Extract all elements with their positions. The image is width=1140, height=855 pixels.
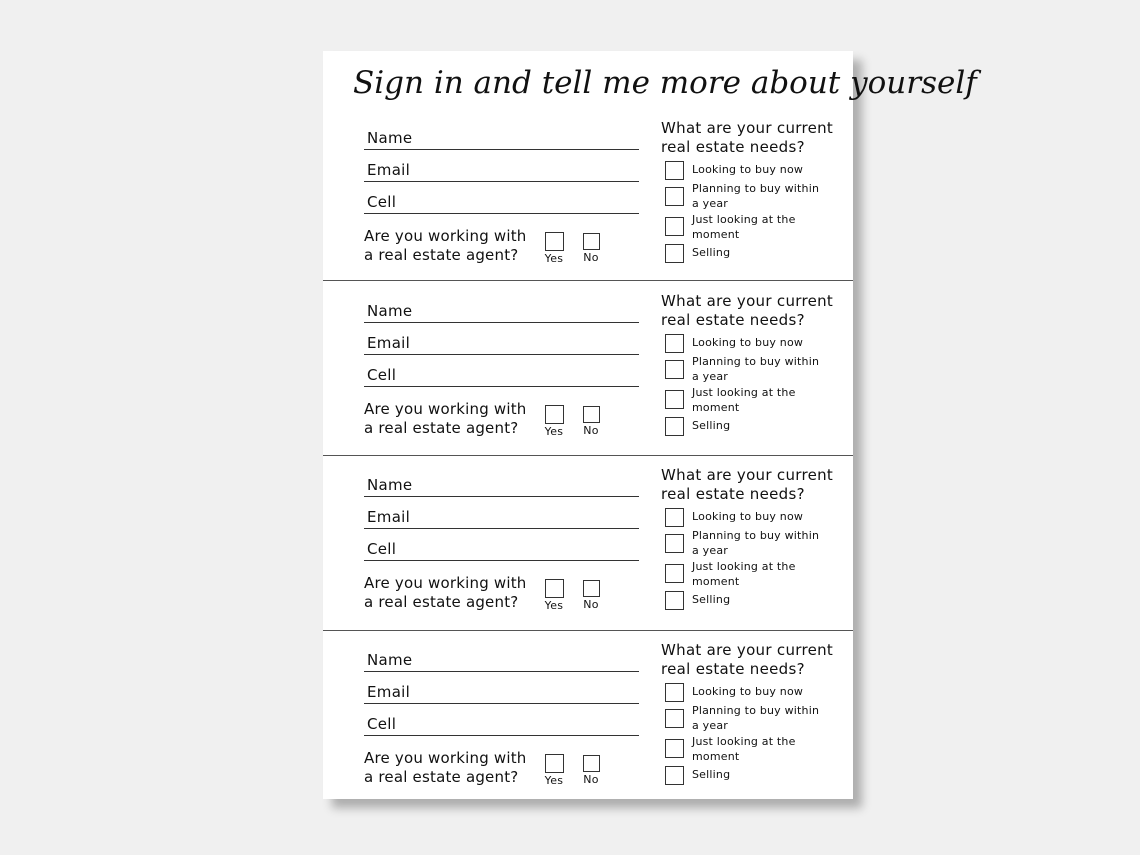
yes-label: Yes: [544, 425, 564, 438]
need-label: Just looking at the moment: [692, 386, 796, 414]
agent-no: [580, 755, 602, 786]
need-label: Just looking at the moment: [692, 560, 796, 588]
need-label: Selling: [692, 246, 731, 259]
email-label: Email: [367, 508, 411, 526]
need-checkbox[interactable]: [665, 244, 684, 263]
sign-in-sheet: [323, 51, 977, 799]
need-label: Planning to buy within a year: [692, 529, 820, 557]
no-label: No: [583, 424, 599, 437]
email-field[interactable]: [364, 502, 639, 529]
need-checkbox[interactable]: [665, 390, 684, 409]
cell-field[interactable]: [364, 709, 639, 736]
name-label: Name: [367, 129, 413, 147]
need-checkbox[interactable]: [665, 564, 684, 583]
agent-question: Are you working with a real estate agent?: [364, 749, 527, 786]
agent-yes: [543, 405, 565, 438]
need-checkbox[interactable]: [665, 709, 684, 728]
email-field[interactable]: [364, 155, 639, 182]
cell-label: Cell: [367, 193, 397, 211]
title-text: Sign in and tell me more about yourself: [353, 65, 977, 101]
name-label: Name: [367, 476, 413, 494]
agent-no: [580, 233, 602, 264]
agent-question: Are you working with a real estate agent?: [364, 227, 527, 264]
name-field[interactable]: [364, 645, 639, 672]
agent-yes: [543, 754, 565, 787]
sign-in-entry: [323, 280, 853, 456]
no-label: No: [583, 773, 599, 786]
need-checkbox[interactable]: [665, 766, 684, 785]
email-label: Email: [367, 683, 411, 701]
need-label: Just looking at the moment: [692, 213, 796, 241]
no-checkbox[interactable]: [583, 755, 600, 772]
yes-checkbox[interactable]: [545, 754, 564, 773]
name-label: Name: [367, 302, 413, 320]
need-checkbox[interactable]: [665, 417, 684, 436]
no-label: No: [583, 598, 599, 611]
cell-field[interactable]: [364, 534, 639, 561]
need-checkbox[interactable]: [665, 334, 684, 353]
need-label: Planning to buy within a year: [692, 704, 820, 732]
need-label: Just looking at the moment: [692, 735, 796, 763]
name-field[interactable]: [364, 296, 639, 323]
name-field[interactable]: [364, 123, 639, 150]
sign-in-entry: [323, 455, 853, 631]
agent-no: [580, 580, 602, 611]
yes-label: Yes: [544, 599, 564, 612]
agent-question: Are you working with a real estate agent?: [364, 574, 527, 611]
need-checkbox[interactable]: [665, 683, 684, 702]
no-checkbox[interactable]: [583, 580, 600, 597]
need-label: Looking to buy now: [692, 336, 804, 349]
name-label: Name: [367, 651, 413, 669]
needs-title: What are your current real estate needs?: [661, 466, 834, 503]
need-checkbox[interactable]: [665, 739, 684, 758]
needs-title: What are your current real estate needs?: [661, 641, 834, 678]
yes-label: Yes: [544, 252, 564, 265]
sign-in-entry: [323, 51, 853, 281]
need-label: Looking to buy now: [692, 685, 804, 698]
need-checkbox[interactable]: [665, 508, 684, 527]
name-field[interactable]: [364, 470, 639, 497]
need-checkbox[interactable]: [665, 161, 684, 180]
email-field[interactable]: [364, 328, 639, 355]
need-checkbox[interactable]: [665, 534, 684, 553]
no-checkbox[interactable]: [583, 406, 600, 423]
cell-label: Cell: [367, 715, 397, 733]
cell-label: Cell: [367, 540, 397, 558]
need-label: Looking to buy now: [692, 510, 804, 523]
cell-label: Cell: [367, 366, 397, 384]
needs-title: What are your current real estate needs?: [661, 292, 834, 329]
email-field[interactable]: [364, 677, 639, 704]
cell-field[interactable]: [364, 187, 639, 214]
need-label: Selling: [692, 593, 731, 606]
yes-checkbox[interactable]: [545, 579, 564, 598]
yes-label: Yes: [544, 774, 564, 787]
need-label: Selling: [692, 768, 731, 781]
need-checkbox[interactable]: [665, 217, 684, 236]
agent-yes: [543, 579, 565, 612]
sign-in-entry: [323, 630, 853, 799]
need-checkbox[interactable]: [665, 187, 684, 206]
need-label: Planning to buy within a year: [692, 182, 820, 210]
agent-yes: [543, 232, 565, 265]
agent-no: [580, 406, 602, 437]
agent-question: Are you working with a real estate agent?: [364, 400, 527, 437]
need-checkbox[interactable]: [665, 591, 684, 610]
email-label: Email: [367, 334, 411, 352]
needs-title: What are your current real estate needs?: [661, 119, 834, 156]
need-checkbox[interactable]: [665, 360, 684, 379]
no-checkbox[interactable]: [583, 233, 600, 250]
no-label: No: [583, 251, 599, 264]
need-label: Planning to buy within a year: [692, 355, 820, 383]
email-label: Email: [367, 161, 411, 179]
need-label: Selling: [692, 419, 731, 432]
yes-checkbox[interactable]: [545, 232, 564, 251]
cell-field[interactable]: [364, 360, 639, 387]
yes-checkbox[interactable]: [545, 405, 564, 424]
need-label: Looking to buy now: [692, 163, 804, 176]
